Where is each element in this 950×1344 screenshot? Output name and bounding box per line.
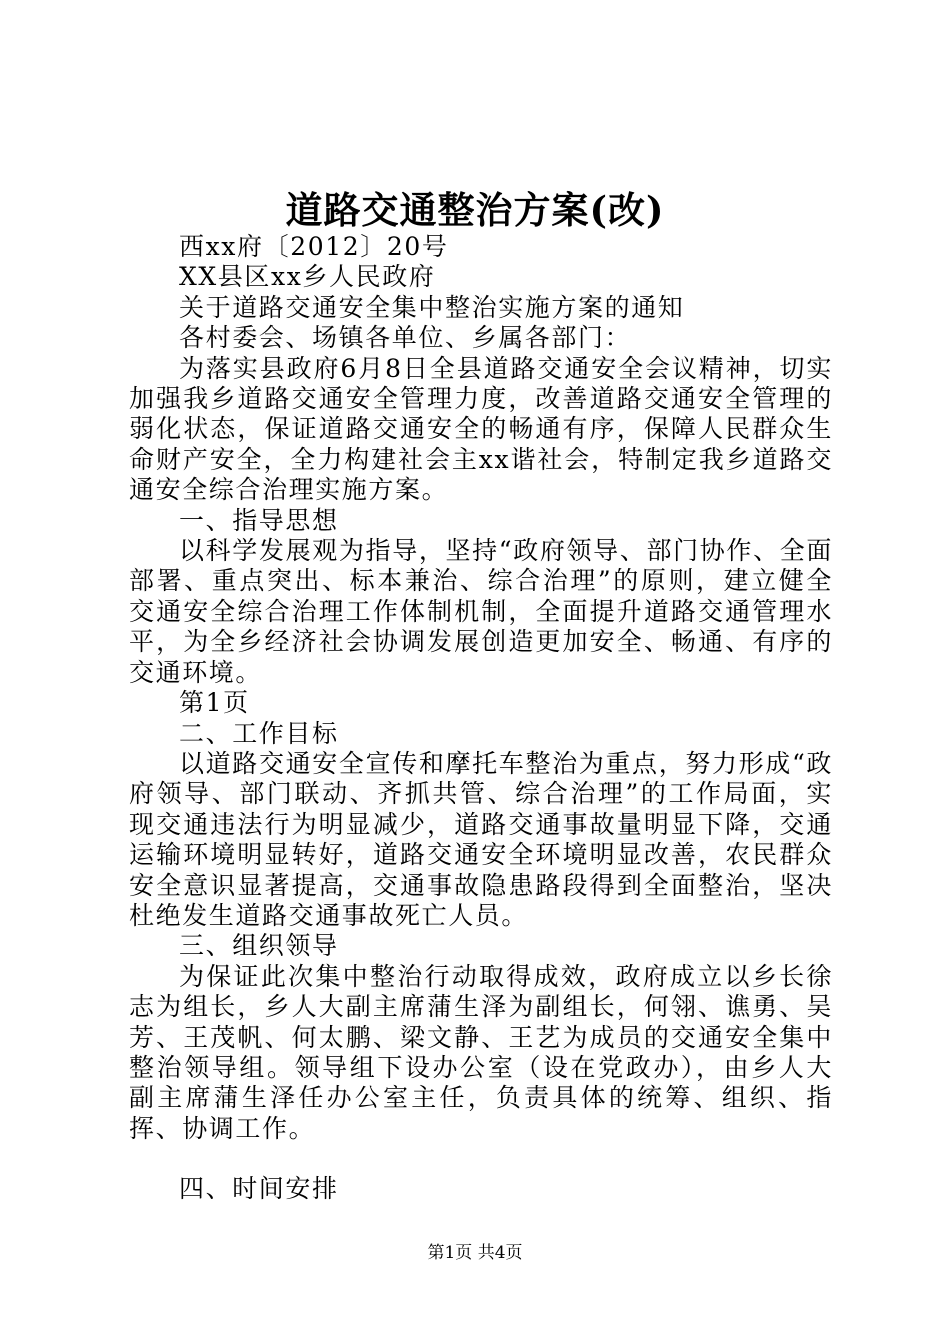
intro-paragraph: 为落实县政府6月8日全县道路交通安全会议精神，切实加强我乡道路交通安全管理力度，改善道路交通安全管理的弱化状态，保证道路交通安全的畅通有序，保障人民群众生命财产安全，全力构建社会主xx谐社会，特制定我乡道路交通安全综合治理实施方案。 xyxy=(129,353,833,505)
section-body-organization: 为保证此次集中整治行动取得成效，政府成立以乡长徐志为组长，乡人大副主席蒲生泽为副组长，何翎、谯勇、吴芳、王茂帆、何太鹏、梁文静、王艺为成员的交通安全集中整治领导组。领导组下设办公室（设在党政办），由乡人大副主席蒲生泽任办公室主任，负责具体的统筹、组织、指挥、协调工作。 xyxy=(129,961,833,1143)
notice-subject: 关于道路交通安全集中整治实施方案的通知 xyxy=(179,292,685,322)
section-heading-schedule: 四、时间安排 xyxy=(179,1174,339,1204)
issuer: XX县区xx乡人民政府 xyxy=(179,262,436,292)
section-body-work-goals: 以道路交通安全宣传和摩托车整治为重点，努力形成“政府领导、部门联动、齐抓共管、综合治理”的工作局面，实现交通违法行为明显减少，道路交通事故量明显下降，交通运输环境明显转好，道路交通安全环境明显改善，农民群众安全意识显著提高，交通事故隐患路段得到全面整治，坚决杜绝发生道路交通事故死亡人员。 xyxy=(129,748,833,930)
document-body xyxy=(129,232,833,1205)
document-title: 道路交通整治方案(改) xyxy=(285,188,665,232)
section-heading-organization: 三、组织领导 xyxy=(179,931,339,961)
inline-page-marker: 第1页 xyxy=(179,688,250,718)
section-heading-guiding-thought: 一、指导思想 xyxy=(179,505,339,535)
doc-number: 西xx府〔2012〕20号 xyxy=(179,232,449,261)
salutation: 各村委会、场镇各单位、乡属各部门： xyxy=(179,323,632,353)
section-heading-work-goals: 二、工作目标 xyxy=(179,718,339,748)
page-footer: 第1页 共4页 xyxy=(427,1243,523,1263)
paragraph-gap xyxy=(129,1144,833,1174)
section-body-guiding-thought: 以科学发展观为指导，坚持“政府领导、部门协作、全面部署、重点突出、标本兼治、综合治理”的原则，建立健全交通安全综合治理工作体制机制，全面提升道路交通管理水平，为全乡经济社会协调发展创造更加安全、畅通、有序的交通环境。 xyxy=(129,536,833,687)
